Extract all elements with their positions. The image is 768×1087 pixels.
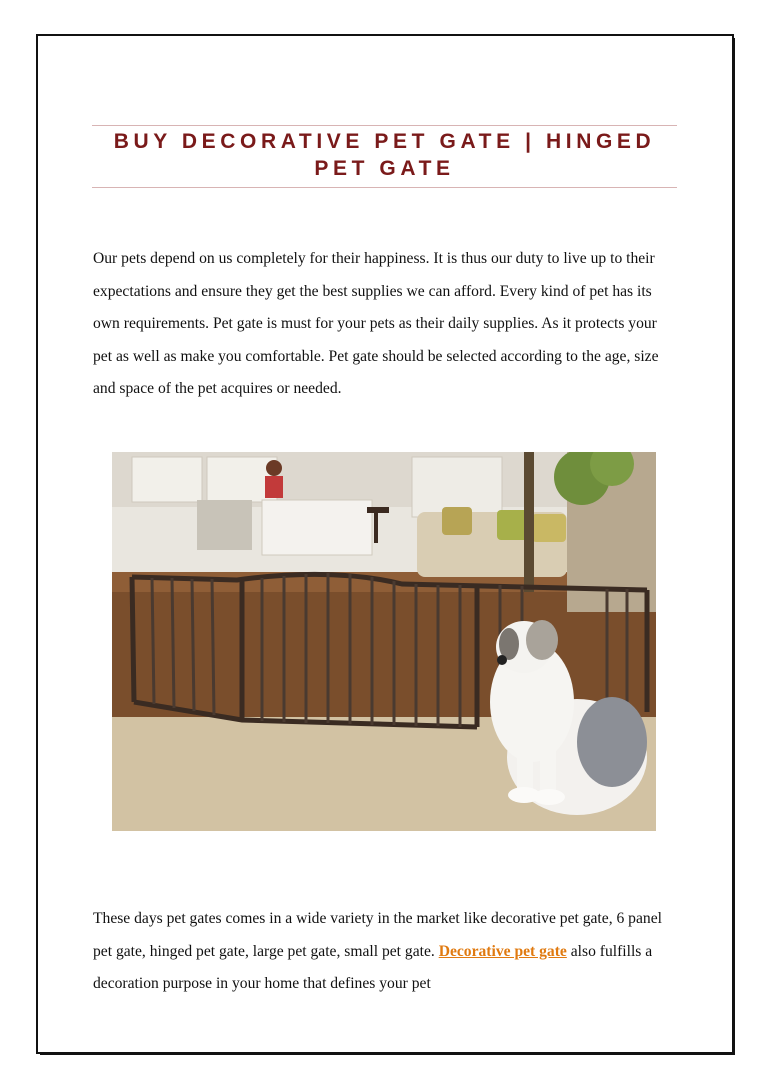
second-paragraph <box>93 903 678 1001</box>
title-rule-bottom <box>92 187 677 188</box>
second-paragraph-text-after: also fulfills a decoration purpose in your home that defines your pet <box>93 942 653 992</box>
pet-gate-illustration <box>112 452 656 831</box>
decorative-pet-gate-link[interactable]: Decorative pet gate <box>438 942 567 960</box>
pet-gate-photo <box>112 452 656 831</box>
intro-paragraph: Our pets depend on us completely for their happiness. It is thus our duty to live up to their expectations and ensure they get the best supplies we can afford. Every kind of pet has its own requirements. Pet gate is must for your pets as their daily supplies. As it protects your pet as well as make you comfortable. Pet gate should be selected according to the age, size and space of the pet acquires or needed. <box>93 250 659 397</box>
title-rule-top <box>92 125 677 126</box>
second-paragraph-text-before: These days pet gates comes in a wide variety in the market like decorative pet gate, 6 panel pet gate, hinged pet gate, large pet gate, small pet gate. <box>93 910 662 960</box>
page-title: BUY DECORATIVE PET GATE | HINGED PET GATE <box>113 130 656 180</box>
